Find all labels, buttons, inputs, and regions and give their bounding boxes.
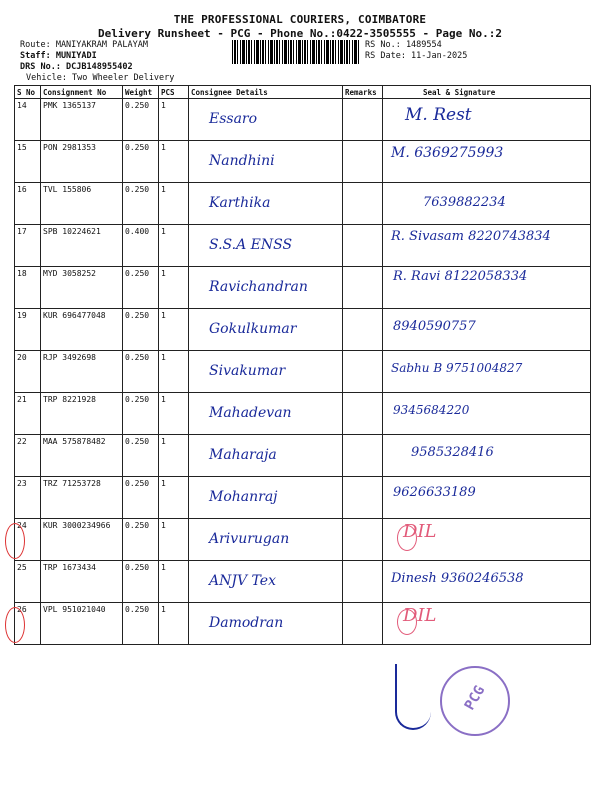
rs-date: RS Date: 11-Jan-2025 xyxy=(365,51,468,61)
cell-remarks xyxy=(343,141,383,183)
cell-sno: 26 xyxy=(15,603,41,645)
col-consignment: Consignment No xyxy=(41,86,123,99)
cell-pcs: 1 xyxy=(159,435,189,477)
cell-remarks xyxy=(343,309,383,351)
cell-consignee xyxy=(189,99,343,141)
consignee-handwriting: ANJV Tex xyxy=(209,573,276,589)
rs-number: RS No.: 1489554 xyxy=(365,40,442,50)
cell-remarks xyxy=(343,393,383,435)
cell-sno: 24 xyxy=(15,519,41,561)
dil-mark: DIL xyxy=(403,521,437,542)
consignee-handwriting: Gokulkumar xyxy=(209,321,297,337)
consignee-handwriting: Arivurugan xyxy=(209,531,290,547)
red-circle-mark xyxy=(397,609,417,635)
cell-signature xyxy=(383,519,591,561)
cell-pcs: 1 xyxy=(159,99,189,141)
signature-handwriting: Sabhu B 9751004827 xyxy=(391,361,523,375)
cell-signature xyxy=(383,99,591,141)
cell-signature xyxy=(383,351,591,393)
cell-consignment: TRZ 71253728 xyxy=(41,477,123,519)
drs-number: DRS No.: DCJB148955402 xyxy=(20,62,133,72)
col-sno: S No xyxy=(15,86,41,99)
cell-consignment: SPB 10224621 xyxy=(41,225,123,267)
cell-consignee xyxy=(189,309,343,351)
cell-sno: 14 xyxy=(15,99,41,141)
consignee-handwriting: Mahadevan xyxy=(209,405,292,421)
cell-pcs: 1 xyxy=(159,603,189,645)
red-circle-mark xyxy=(5,607,25,643)
cell-remarks xyxy=(343,435,383,477)
consignee-handwriting: Essaro xyxy=(209,111,258,127)
cell-consignee xyxy=(189,519,343,561)
cell-weight: 0.250 xyxy=(123,183,159,225)
barcode-icon xyxy=(232,40,360,64)
cell-consignee xyxy=(189,435,343,477)
table-row xyxy=(15,435,591,477)
consignee-handwriting: Ravichandran xyxy=(209,279,308,295)
consignee-handwriting: Mohanraj xyxy=(209,489,278,505)
cell-signature xyxy=(383,435,591,477)
cell-sno: 22 xyxy=(15,435,41,477)
cell-consignment: VPL 951021040 xyxy=(41,603,123,645)
cell-remarks xyxy=(343,183,383,225)
cell-consignment: MYD 3058252 xyxy=(41,267,123,309)
table-row xyxy=(15,351,591,393)
cell-pcs: 1 xyxy=(159,183,189,225)
cell-signature xyxy=(383,561,591,603)
cell-signature xyxy=(383,393,591,435)
cell-weight: 0.250 xyxy=(123,603,159,645)
cell-consignee xyxy=(189,225,343,267)
cell-pcs: 1 xyxy=(159,561,189,603)
consignee-handwriting: Maharaja xyxy=(209,447,277,463)
route-label: Route: MANIYAKRAM PALAYAM xyxy=(20,40,148,50)
cell-consignee xyxy=(189,393,343,435)
cell-pcs: 1 xyxy=(159,393,189,435)
cell-weight: 0.250 xyxy=(123,141,159,183)
cell-remarks xyxy=(343,99,383,141)
cell-signature xyxy=(383,183,591,225)
signature-handwriting: R. Sivasam 8220743834 xyxy=(391,229,551,244)
cell-remarks xyxy=(343,351,383,393)
cell-consignee xyxy=(189,351,343,393)
cell-remarks xyxy=(343,477,383,519)
cell-weight: 0.250 xyxy=(123,561,159,603)
cell-signature xyxy=(383,225,591,267)
document-title: THE PROFESSIONAL COURIERS, COIMBATORE xyxy=(173,13,427,26)
cell-weight: 0.250 xyxy=(123,309,159,351)
red-circle-mark xyxy=(397,525,417,551)
signature-handwriting: M. Rest xyxy=(405,105,472,125)
table-row xyxy=(15,141,591,183)
cell-weight: 0.250 xyxy=(123,99,159,141)
cell-consignment: MAA 575878482 xyxy=(41,435,123,477)
cell-consignment: TRP 1673434 xyxy=(41,561,123,603)
cell-sno: 20 xyxy=(15,351,41,393)
table-row xyxy=(15,603,591,645)
cell-consignee xyxy=(189,141,343,183)
cell-sno: 15 xyxy=(15,141,41,183)
red-circle-mark xyxy=(5,523,25,559)
consignee-handwriting: Sivakumar xyxy=(209,363,286,379)
col-consignee: Consignee Details xyxy=(189,86,343,99)
consignee-handwriting: Karthika xyxy=(209,195,271,211)
cell-weight: 0.250 xyxy=(123,267,159,309)
cell-pcs: 1 xyxy=(159,141,189,183)
cell-sno: 18 xyxy=(15,267,41,309)
consignee-handwriting: S.S.A ENSS xyxy=(209,237,293,253)
signature-handwriting: R. Ravi 8122058334 xyxy=(393,269,528,284)
vehicle-label: Vehicle: Two Wheeler Delivery xyxy=(26,73,175,83)
cell-weight: 0.250 xyxy=(123,393,159,435)
table-row xyxy=(15,561,591,603)
runsheet-table xyxy=(14,85,591,645)
cell-pcs: 1 xyxy=(159,309,189,351)
cell-signature xyxy=(383,309,591,351)
cell-consignment: KUR 696477048 xyxy=(41,309,123,351)
col-remarks: Remarks xyxy=(343,86,383,99)
cell-sno: 21 xyxy=(15,393,41,435)
document-subtitle: Delivery Runsheet - PCG - Phone No.:0422-3505555 - Page No.:2 xyxy=(98,27,502,40)
cell-remarks xyxy=(343,561,383,603)
cell-remarks xyxy=(343,225,383,267)
cell-weight: 0.250 xyxy=(123,435,159,477)
cell-sno: 23 xyxy=(15,477,41,519)
table-row xyxy=(15,99,591,141)
cell-remarks xyxy=(343,519,383,561)
signature-handwriting: 8940590757 xyxy=(393,319,476,334)
cell-consignment: TRP 8221928 xyxy=(41,393,123,435)
cell-weight: 0.250 xyxy=(123,477,159,519)
dil-mark: DIL xyxy=(403,605,437,626)
cell-consignment: TVL 155806 xyxy=(41,183,123,225)
table-row xyxy=(15,309,591,351)
cell-pcs: 1 xyxy=(159,477,189,519)
signature-handwriting: M. 6369275993 xyxy=(391,145,504,161)
table-row xyxy=(15,477,591,519)
table-row xyxy=(15,225,591,267)
table-row xyxy=(15,519,591,561)
table-row xyxy=(15,393,591,435)
stamp-text: PCG xyxy=(461,683,489,713)
cell-sno: 25 xyxy=(15,561,41,603)
cell-pcs: 1 xyxy=(159,225,189,267)
cell-signature xyxy=(383,477,591,519)
cell-consignee xyxy=(189,267,343,309)
cell-pcs: 1 xyxy=(159,267,189,309)
consignee-handwriting: Damodran xyxy=(209,615,284,631)
cell-remarks xyxy=(343,603,383,645)
cell-consignee xyxy=(189,603,343,645)
cell-pcs: 1 xyxy=(159,519,189,561)
cell-signature xyxy=(383,267,591,309)
col-weight: Weight xyxy=(123,86,159,99)
cell-consignee xyxy=(189,561,343,603)
signature-handwriting: 9345684220 xyxy=(393,403,470,417)
cell-consignee xyxy=(189,477,343,519)
cell-sno: 17 xyxy=(15,225,41,267)
signature-handwriting: 7639882234 xyxy=(423,195,506,210)
table-row xyxy=(15,267,591,309)
signature-handwriting: Dinesh 9360246538 xyxy=(391,571,524,586)
cell-consignment: KUR 3000234966 xyxy=(41,519,123,561)
cell-sno: 16 xyxy=(15,183,41,225)
consignee-handwriting: Nandhini xyxy=(209,153,275,169)
table-row xyxy=(15,183,591,225)
col-signature: Seal & Signature xyxy=(383,86,591,99)
cell-pcs: 1 xyxy=(159,351,189,393)
cell-weight: 0.400 xyxy=(123,225,159,267)
col-pcs: PCS xyxy=(159,86,189,99)
cell-consignment: RJP 3492698 xyxy=(41,351,123,393)
staff-label: Staff: MUNIYADI xyxy=(20,51,97,61)
cell-consignment: PON 2981353 xyxy=(41,141,123,183)
cell-consignee xyxy=(189,183,343,225)
cell-remarks xyxy=(343,267,383,309)
cell-weight: 0.250 xyxy=(123,351,159,393)
staff-signature-scribble xyxy=(395,664,431,730)
cell-sno: 19 xyxy=(15,309,41,351)
cell-signature xyxy=(383,603,591,645)
cell-signature xyxy=(383,141,591,183)
cell-consignment: PMK 1365137 xyxy=(41,99,123,141)
cell-weight: 0.250 xyxy=(123,519,159,561)
table-header-row xyxy=(15,86,591,99)
signature-handwriting: 9626633189 xyxy=(393,485,476,500)
signature-handwriting: 9585328416 xyxy=(411,445,494,460)
